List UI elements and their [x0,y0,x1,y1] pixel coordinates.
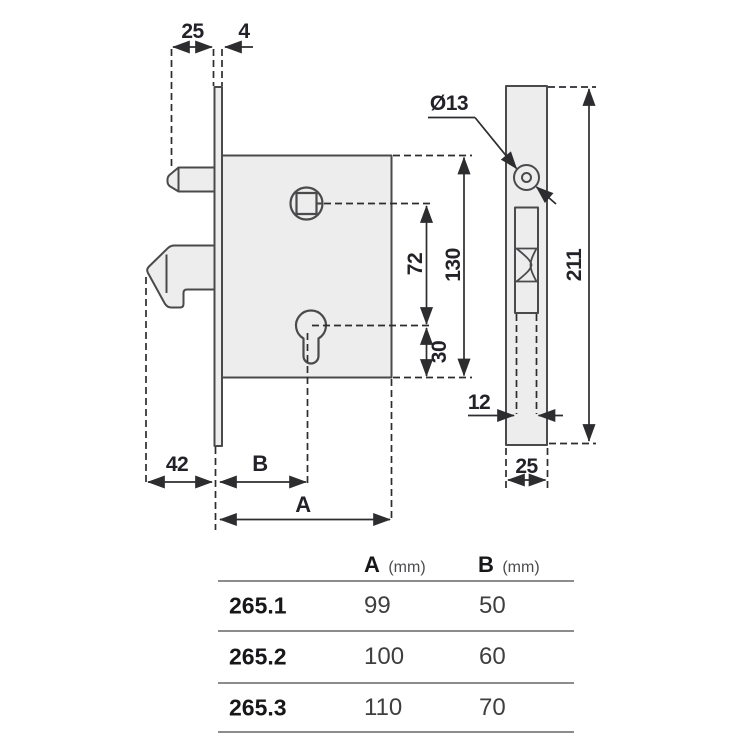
dim-plate-width-label: 25 [515,455,538,478]
column-a-letter: A [364,552,380,577]
value-b: 60 [479,643,506,670]
column-b-letter: B [478,552,494,577]
model-number: 265.3 [229,694,287,720]
dim-backset-label: B [252,451,268,476]
dim-total-height-label: 211 [563,248,586,282]
hook-bolt [147,246,215,308]
dim-hole-diameter-label: Ø13 [429,92,469,115]
column-header-b [478,552,540,578]
faceplate-front [215,87,223,446]
value-a: 100 [364,643,405,670]
faceplate-side [506,86,547,445]
dim-latch-protrusion-label: 25 [181,20,204,43]
dim-spindle-to-cylinder-label: 72 [404,252,427,276]
column-header-a [364,552,426,578]
front-view [147,87,391,446]
dim-body-width-label: A [295,492,311,517]
table-row [218,582,574,632]
model-number: 265.2 [229,643,287,670]
dim-body-height-label: 130 [442,248,465,282]
value-a: 110 [364,693,403,721]
table-row [218,632,574,684]
value-a: 99 [364,592,391,619]
column-a-unit: (mm) [388,559,426,576]
column-b-unit: (mm) [502,559,540,576]
dim-faceplate-thickness-label: 4 [238,20,250,43]
value-b: 50 [479,592,506,619]
table-row [218,684,574,733]
latch-bolt [168,168,216,192]
dim-slot-width-label: 12 [467,391,491,414]
dim-hook-protrusion-label: 42 [165,453,189,476]
spec-table-header [218,540,574,580]
spec-table-body [218,580,574,733]
dim-cylinder-to-edge-label: 30 [428,340,451,364]
model-number: 265.1 [229,592,287,619]
value-b: 70 [479,693,506,721]
spec-table [218,540,574,733]
side-view [506,86,547,445]
